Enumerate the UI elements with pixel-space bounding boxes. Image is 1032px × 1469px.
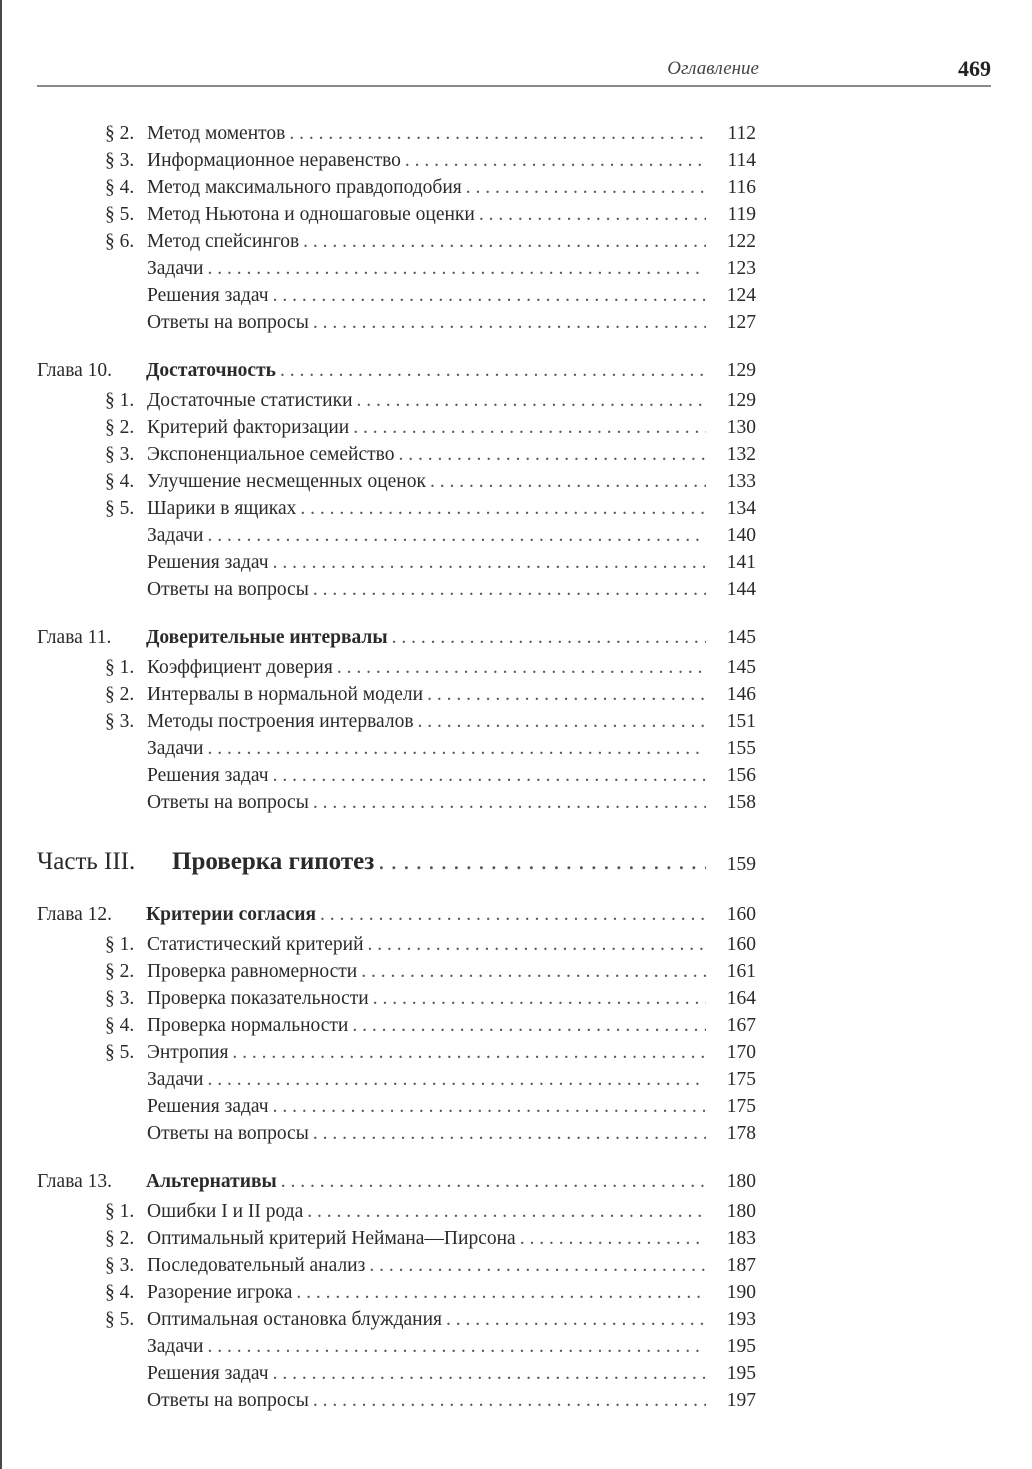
toc-section-row: [105, 523, 706, 549]
dot-leader: [309, 790, 706, 816]
toc-entry-number: Глава 12.: [37, 904, 113, 925]
dot-leader: [276, 358, 706, 384]
toc-section-row: [105, 709, 706, 735]
toc-entry-title: Последовательный анализ: [147, 1255, 366, 1276]
toc-entry-number: § 2.: [105, 417, 135, 438]
toc-section-row: [105, 682, 706, 708]
toc-entry-number: § 1.: [105, 934, 135, 955]
toc-section-row: [105, 1307, 706, 1333]
dot-leader: [269, 550, 706, 576]
toc-entry-page: 175: [726, 1096, 756, 1117]
running-head-title: Оглавление: [667, 58, 759, 79]
toc-entry-title: Метод Ньютона и одношаговые оценки: [147, 204, 475, 225]
toc-entry-title: Решения задач: [147, 552, 269, 573]
toc-entry-title: Ответы на вопросы: [147, 1390, 309, 1411]
dot-leader: [277, 1169, 706, 1195]
toc-entry-page: 134: [726, 498, 756, 519]
dot-leader: [388, 625, 706, 651]
toc-entry-title: Проверка нормальности: [147, 1015, 349, 1036]
toc-entry-number: § 3.: [105, 711, 135, 732]
toc-chapter-row: [37, 358, 706, 384]
toc-entry-page: 114: [727, 150, 756, 171]
toc-entry-number: § 2.: [105, 961, 135, 982]
dot-leader: [365, 1253, 706, 1279]
toc-entry-number: § 5.: [105, 1309, 135, 1330]
toc-section-row: [105, 932, 706, 958]
toc-entry-page: 119: [727, 204, 756, 225]
toc-section-row: [105, 1253, 706, 1279]
toc-section-row: [105, 229, 706, 255]
toc-entry-page: 155: [726, 738, 756, 759]
toc-section-row: [105, 388, 706, 414]
toc-section-row: [105, 202, 706, 228]
toc-entry-number: Глава 11.: [37, 627, 112, 648]
toc-entry-title: Энтропия: [147, 1042, 229, 1063]
toc-section-row: [105, 655, 706, 681]
toc-entry-page: 151: [726, 711, 756, 732]
dot-leader: [316, 902, 706, 928]
toc-entry-page: 122: [726, 231, 756, 252]
dot-leader: [203, 1067, 706, 1093]
toc-entry-page: 132: [726, 444, 756, 465]
dot-leader: [369, 986, 706, 1012]
toc-entry-page: 180: [726, 1201, 756, 1222]
toc-entry-title: Шарики в ящиках: [147, 498, 297, 519]
toc-entry-page: 145: [726, 657, 756, 678]
toc-entry-title: Задачи: [147, 738, 204, 759]
toc-entry-title: Критерии согласия: [146, 904, 317, 925]
toc-section-row: [105, 577, 706, 603]
toc-entry-title: Метод спейсингов: [147, 231, 300, 252]
toc-entry-page: 175: [726, 1069, 756, 1090]
toc-entry-title: Достаточность: [146, 360, 276, 381]
dot-leader: [309, 577, 706, 603]
toc-entry-title: Ответы на вопросы: [147, 1123, 309, 1144]
toc-section-row: [105, 469, 706, 495]
toc-section-row: [105, 415, 706, 441]
toc-entry-page: 133: [726, 471, 756, 492]
toc-entry-page: 130: [726, 417, 756, 438]
toc-section-row: [105, 959, 706, 985]
toc-entry-page: 183: [726, 1228, 756, 1249]
toc-entry-page: 197: [726, 1390, 756, 1411]
toc-entry-title: Задачи: [147, 1069, 204, 1090]
dot-leader: [269, 763, 706, 789]
toc-entry-page: 195: [726, 1363, 756, 1384]
dot-leader: [426, 469, 706, 495]
dot-leader: [309, 1388, 706, 1414]
toc-entry-title: Методы построения интервалов: [147, 711, 414, 732]
toc-entry-number: § 6.: [105, 231, 135, 252]
toc-part-row: [37, 846, 706, 878]
toc-entry-page: 129: [726, 390, 756, 411]
dot-leader: [364, 932, 706, 958]
dot-leader: [292, 1280, 706, 1306]
toc-section-row: [105, 1388, 706, 1414]
toc-section-row: [105, 442, 706, 468]
dot-leader: [414, 709, 706, 735]
toc-entry-title: Метод максимального правдоподобия: [147, 177, 462, 198]
toc-section-row: [105, 986, 706, 1012]
toc-section-row: [105, 1280, 706, 1306]
toc-section-row: [105, 1334, 706, 1360]
dot-leader: [203, 736, 706, 762]
dot-leader: [348, 1013, 706, 1039]
dot-leader: [353, 388, 706, 414]
toc-entry-title: Улучшение несмещенных оценок: [147, 471, 426, 492]
toc-section-row: [105, 175, 706, 201]
toc-section-row: [105, 1013, 706, 1039]
toc-section-row: [105, 550, 706, 576]
toc-entry-title: Коэффициент доверия: [147, 657, 333, 678]
toc-entry-page: 160: [726, 934, 756, 955]
toc-entry-title: Решения задач: [147, 765, 269, 786]
toc-entry-page: 187: [726, 1255, 756, 1276]
dot-leader: [475, 202, 706, 228]
toc-section-row: [105, 1094, 706, 1120]
toc-entry-title: Экспоненциальное семейство: [147, 444, 395, 465]
toc-entry-page: 129: [726, 360, 756, 381]
toc-entry-page: 180: [726, 1171, 756, 1192]
toc-entry-title: Ошибки I и II рода: [147, 1201, 304, 1222]
dot-leader: [296, 496, 706, 522]
dot-leader: [309, 1121, 706, 1147]
toc-entry-page: 112: [727, 123, 756, 144]
toc-section-row: [105, 790, 706, 816]
dot-leader: [442, 1307, 706, 1333]
dot-leader: [309, 310, 706, 336]
toc-entry-number: § 4.: [105, 177, 135, 198]
page-number: 469: [958, 56, 991, 81]
dot-leader: [269, 1361, 706, 1387]
toc-entry-title: Оптимальный критерий Неймана—Пирсона: [147, 1228, 516, 1249]
toc-entry-page: 145: [726, 627, 756, 648]
dot-leader: [333, 655, 706, 681]
toc-entry-page: 164: [726, 988, 756, 1009]
dot-leader: [203, 1334, 706, 1360]
toc-section-row: [105, 736, 706, 762]
toc-entry-title: Метод моментов: [147, 123, 286, 144]
toc-section-row: [105, 310, 706, 336]
toc-entry-title: Ответы на вопросы: [147, 579, 309, 600]
toc-entry-title: Проверка гипотез: [172, 848, 375, 875]
dot-leader: [374, 846, 706, 878]
toc-entry-page: 116: [727, 177, 756, 198]
toc-section-row: [105, 496, 706, 522]
toc-entry-title: Ответы на вопросы: [147, 312, 309, 333]
toc-entry-title: Достаточные статистики: [147, 390, 353, 411]
toc-entry-title: Решения задач: [147, 285, 269, 306]
toc-entry-number: § 3.: [105, 150, 135, 171]
toc-entry-title: Критерий факторизации: [147, 417, 350, 438]
toc-entry-title: Информационное неравенство: [147, 150, 401, 171]
toc-entry-number: § 5.: [105, 204, 135, 225]
toc-entry-page: 127: [726, 312, 756, 333]
dot-leader: [285, 121, 706, 147]
toc-entry-number: § 4.: [105, 1282, 135, 1303]
toc-section-row: [105, 283, 706, 309]
toc-entry-number: § 4.: [105, 1015, 135, 1036]
toc-entry-title: Решения задач: [147, 1096, 269, 1117]
dot-leader: [203, 523, 706, 549]
toc-entry-title: Оптимальная остановка блуждания: [147, 1309, 443, 1330]
toc-entry-page: 193: [726, 1309, 756, 1330]
dot-leader: [269, 1094, 706, 1120]
toc-entry-page: 178: [726, 1123, 756, 1144]
toc-entry-number: § 2.: [105, 1228, 135, 1249]
toc-entry-page: 141: [726, 552, 756, 573]
toc-entry-title: Альтернативы: [146, 1171, 277, 1192]
toc-entry-title: Разорение игрока: [147, 1282, 293, 1303]
toc-entry-page: 167: [726, 1015, 756, 1036]
toc-entry-page: 161: [726, 961, 756, 982]
toc-section-row: [105, 256, 706, 282]
toc-entry-title: Задачи: [147, 1336, 204, 1357]
toc-entry-number: § 5.: [105, 1042, 135, 1063]
toc-entry-page: 144: [726, 579, 756, 600]
dot-leader: [357, 959, 706, 985]
toc-entry-title: Проверка показательности: [147, 988, 369, 1009]
toc-entry-number: § 5.: [105, 498, 135, 519]
toc-entry-title: Задачи: [147, 525, 204, 546]
toc-entry-number: Глава 13.: [37, 1171, 113, 1192]
toc-entry-page: 159: [726, 854, 756, 875]
toc-entry-page: 123: [726, 258, 756, 279]
dot-leader: [203, 256, 706, 282]
toc-entry-page: 170: [726, 1042, 756, 1063]
dot-leader: [349, 415, 706, 441]
toc-entry-number: Глава 10.: [37, 360, 113, 381]
dot-leader: [423, 682, 706, 708]
toc-section-row: [105, 1121, 706, 1147]
toc-entry-title: Решения задач: [147, 1363, 269, 1384]
toc-entry-page: 158: [726, 792, 756, 813]
toc-entry-number: § 4.: [105, 471, 135, 492]
toc-section-row: [105, 1361, 706, 1387]
toc-entry-page: 146: [726, 684, 756, 705]
toc-chapter-row: [37, 902, 706, 928]
toc-entry-page: 160: [726, 904, 756, 925]
toc-entry-number: § 3.: [105, 988, 135, 1009]
toc-entry-number: § 3.: [105, 1255, 135, 1276]
toc-entry-title: Статистический критерий: [147, 934, 364, 955]
toc-entry-page: 124: [726, 285, 756, 306]
toc-entry-number: § 2.: [105, 123, 135, 144]
toc-entry-page: 190: [726, 1282, 756, 1303]
dot-leader: [516, 1226, 706, 1252]
toc-entry-title: Ответы на вопросы: [147, 792, 309, 813]
dot-leader: [269, 283, 706, 309]
toc-entry-title: Доверительные интервалы: [146, 627, 388, 648]
toc-entry-title: Интервалы в нормальной модели: [147, 684, 424, 705]
toc-entry-page: 140: [726, 525, 756, 546]
toc-entry-number: § 1.: [105, 657, 135, 678]
dot-leader: [303, 1199, 706, 1225]
toc-section-row: [105, 148, 706, 174]
dot-leader: [401, 148, 706, 174]
toc-section-row: [105, 1067, 706, 1093]
dot-leader: [228, 1040, 706, 1066]
toc-entry-number: § 3.: [105, 444, 135, 465]
toc-section-row: [105, 121, 706, 147]
toc-entry-number: Часть III.: [37, 848, 136, 875]
toc-entry-number: § 1.: [105, 1201, 135, 1222]
toc-section-row: [105, 1199, 706, 1225]
toc-entry-page: 156: [726, 765, 756, 786]
toc-entry-page: 195: [726, 1336, 756, 1357]
dot-leader: [462, 175, 706, 201]
dot-leader: [394, 442, 706, 468]
toc-entry-title: Задачи: [147, 258, 204, 279]
toc-section-row: [105, 1226, 706, 1252]
toc-entry-number: § 2.: [105, 684, 135, 705]
toc-entry-number: § 1.: [105, 390, 135, 411]
toc-chapter-row: [37, 625, 706, 651]
dot-leader: [299, 229, 706, 255]
toc-chapter-row: [37, 1169, 706, 1195]
toc-section-row: [105, 1040, 706, 1066]
toc-section-row: [105, 763, 706, 789]
toc-entry-title: Проверка равномерности: [147, 961, 358, 982]
